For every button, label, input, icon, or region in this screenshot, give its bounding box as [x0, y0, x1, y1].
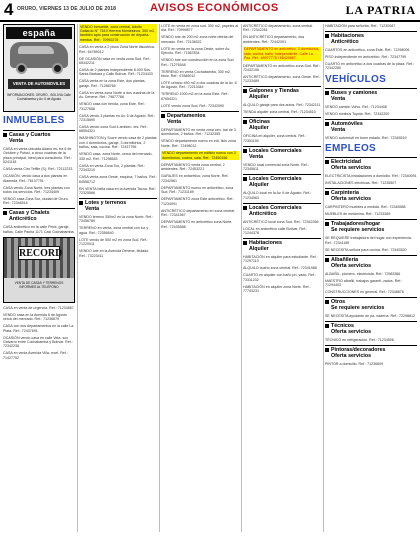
empleos-heading: EMPLEOS — [325, 143, 376, 155]
car-dealer-info: INFORMACIONES: ORURO - BOLIVIA Calle Cochabamba y Av. 6 de Agosto — [7, 93, 71, 101]
classified-ad-highlighted: VENDO inmueble, zona central, Adolfo Gallardo N° 7619 Herrera Montesinos, 300 m2, también apto para construcción de departa- mentos. Ref.: 70992278 — [80, 24, 156, 42]
page-number: 4 — [4, 0, 14, 19]
classified-ad: VENDO camión Volvo. Ref.: 71234408 — [325, 104, 387, 109]
classified-ad: DEPARTAMENTO en anticrético zona Sud. Ref.: 72432106 — [243, 63, 321, 73]
classified-ad: VENDO lote con construcción en la zona Sud. Ref.: 71276548 — [161, 58, 235, 67]
classified-ad: ALQUILO cuarto zona central. Ref.: 72341988 — [243, 266, 317, 271]
classified-ad: OFICINA en alquiler, zona central. Ref.: 72351190 — [243, 134, 306, 143]
classified-ad: CASA en venta a 2 pisos Zona Norte discoteca. Ref.: 64789012 — [79, 45, 155, 54]
classified-ad: LOTE urbano 450 m2 a dos cuadras de la Av. 6 de Agosto. Ref.: 72213344 — [161, 81, 237, 90]
classified-ad: CASA anticrético en la calle Petot, garaje, baños. Calle Pacha 1171 Casi Cochabamba. — [3, 225, 75, 234]
category-heading: Oficinas Alquiler — [243, 117, 321, 131]
classified-ad: SE NECESITA ayudante de pa- nadería. Ref.: 72298812 — [325, 314, 416, 319]
classified-ad: VENDO lote de 200 m2 zona norte detrás del mercado. Ref.: 72134522 — [161, 35, 234, 44]
wheel-icon — [16, 63, 27, 74]
wheel-icon — [52, 63, 63, 74]
category-heading: Electricidad Oferta servicios — [325, 157, 417, 171]
classified-ad: DEPARTAMENTO en venta zona cen- tral de 3 dormitorios, 2 baños. Ref.: 71232355 — [161, 127, 236, 137]
classified-ad-highlighted: VENDO departamento en edificio nuevo con 3 dormitorios, cocina, sala. Ref.: 72450156 — [161, 151, 239, 161]
classified-ad: CASA de 2 plantas independiente 8.000 Sus. Santa Bárbara y Calle Bolívar. Ref.: 71234433 — [79, 68, 153, 77]
category-bullet-icon — [325, 91, 329, 95]
category-heading: Lotes y terrenos Venta — [79, 198, 157, 212]
classified-ad: VENDO terreno 350m2 en la zona Norte. Ref.: 73456789 — [79, 214, 154, 224]
classified-ad: PISO independiente en anticrético. Ref.: 72347799 — [325, 55, 407, 59]
classified-ad: CASA en venta Zona Sur, 2 plantas. Ref.: 72343210 — [79, 163, 146, 173]
record-info: VENTA DE CASAS Y TERRENOS INFORMES AL TELÉFONO — [14, 280, 64, 289]
classified-ad: ANTICRÉTICO departamento, zona central. Ref.: 72342281 — [243, 24, 314, 33]
classified-ad: CUARTO en alquiler con baño pri- vado. Ref.: 73311232 — [243, 273, 316, 282]
classified-ad: HABITACIÓN para señorita. Ref.: 71230087 — [325, 24, 396, 28]
classified-ad: VENDO local comercial zona Norte. Ref.: 72345611 — [243, 162, 309, 172]
category-heading: Buses y camiones Venta — [325, 88, 417, 102]
classified-ad: ALQUILO local en la Av. 6 de Agosto. Ref.: 71234563 — [243, 191, 311, 200]
classified-ad: DEPARTAMENTO en anticrético zona Norte. Ref.: 72435588 — [161, 220, 233, 229]
classified-ad: HABITACIÓN en alquiler zona Norte. Ref.: 77743231 — [243, 284, 311, 294]
classified-ad: DEPARTAMENTO venta zona central, 2 ambientes. Ref.: 72453221 — [161, 163, 225, 172]
category-heading: Pintoras/decoradores Oferta servicios — [325, 345, 417, 359]
column-divider — [159, 24, 160, 532]
newspaper-name: LA PATRIA — [345, 3, 416, 17]
classified-ad: TERRENO en venta Cochabamba, 300 m2, título. Ref.: 67889012 — [161, 69, 231, 79]
classified-ad: CASA con dos departamentos en la calle La Plata. Ref.: 72437691 — [3, 324, 74, 333]
classified-ad: DE OCASIÓN casa en venta zona Sud, Ref.: 65342211 — [79, 56, 151, 66]
classified-ad: LOTE en venta en la zona Oeste, sobre Av. Ejército. Ref.: 71567834 — [161, 46, 230, 56]
classified-ad: LOTE en venta en zona sud, 300 m2, papeles al día. Ref.: 70999877 — [161, 24, 239, 33]
category-bullet-icon — [79, 201, 83, 205]
header-rule — [0, 20, 420, 22]
classified-ad: CASA vendo Zona Norte, tres plantas con todos los servicios. Ref.: 71234409 — [3, 185, 70, 195]
classified-ad: VENDO lote en la Avenida Dehene, titulado. Ref.: 73223411 — [79, 249, 150, 258]
category-bullet-icon — [325, 258, 329, 262]
category-heading: Albañilería Oferta servicios — [325, 255, 417, 269]
category-heading: Galpones y Tiendas Alquiler — [243, 86, 321, 100]
column-1 — [3, 24, 75, 534]
column-divider — [323, 24, 324, 532]
classified-ad: OCASIÓN, vendo casa a dos plantas en Alameda. Ref.: 76137791 — [3, 174, 68, 183]
classified-ad: CASA vendo zona Sud 4 ambien- tes. Ref.: 68554321 — [79, 125, 148, 134]
category-bullet-icon — [161, 114, 165, 118]
category-bullet-icon — [325, 222, 329, 226]
classified-ad: CASA en venta de urgencia. Ref.: 71234567 — [3, 305, 74, 310]
classified-ad: DEPARTAMENTO nuevo en anticrético, zona Sud. Ref.: 71231189 — [161, 185, 234, 195]
category-bullet-icon — [325, 191, 329, 195]
classified-ad: CASA venta zona Oeste, esquina, 7 baños. Ref.: 64556712 — [79, 175, 157, 184]
classified-ad: ELECTRICISTA instalaciones a domicilio. Ref.: 72340091 — [325, 174, 417, 179]
category-bullet-icon — [325, 122, 329, 126]
classified-ad: CASA venta en la zona Este, dos plantas, garaje. Ref.: 71288765 — [79, 79, 146, 88]
category-bullet-icon — [3, 211, 7, 215]
classified-ad: CASA en venta zona Norte a dos cuadras de la Av. Dehene. Ref.: 79877766 — [79, 90, 155, 100]
category-heading: Locales Comerciales Anticrético — [243, 203, 321, 217]
classified-ad: LOTE vendo de 500 m2 en zona Sud. Ref.: 71220011 — [79, 237, 148, 247]
classified-ad: VENDO departamento nuevo en edi- ficio zona Norte. Ref.: 72498012 — [161, 139, 236, 148]
category-bullet-icon — [325, 160, 329, 164]
banner-record — [3, 237, 75, 303]
classified-ad: EN ANTICRÉTICO departamento, dos ambientes. Ref.: 72442091 — [243, 35, 305, 44]
masthead — [0, 0, 420, 22]
category-heading: Casas y Chalets Anticrético — [3, 208, 75, 222]
classified-ad: CONSTRUCCIONES en general. Ref.: 72348876 — [325, 290, 404, 295]
classified-ad: MAESTRO albañil, trabajos garanti- zados. Ref.: 71294403 — [325, 278, 403, 288]
classified-ad: VENDO automóvil en buen estado. Ref.: 72345519 — [325, 135, 407, 140]
classified-ad: SE REQUIERE trabajadora del hogar con experiencia. Ref.: 72341189 — [325, 236, 412, 245]
classified-ad-highlighted: DEPARTAMENTO en anticrético, 3 dormitorios, sala, cocina, baño, independiente. Calle La Paz. Ref.: 69977778 / 65420887 — [244, 47, 320, 61]
inmuebles-heading: INMUEBLES — [3, 115, 65, 126]
classified-ad: CUARTOS en anticrético, zona Este. Ref.: 71298006 — [325, 48, 410, 52]
category-bullet-icon — [325, 348, 329, 352]
classified-ad: VENDO casa, zona Norte, cerca del mercado, 330 m2. Ref.: 71298543 — [79, 152, 153, 161]
column-divider — [77, 24, 78, 532]
category-bullet-icon — [243, 149, 247, 153]
category-heading: Habitaciones Anticrético — [325, 31, 417, 45]
category-heading: Técnicos Oferta servicios — [325, 321, 417, 335]
classified-ad: CASA venta Ciro Teffile (S). Ref.: 72112233 — [3, 167, 73, 172]
category-bullet-icon — [243, 206, 247, 210]
classified-ad: ANTICRÉTICO local zona Sud. Ref.: 72342266 — [243, 219, 319, 224]
column-5 — [325, 24, 417, 534]
category-heading: Trabajadores/hogar Se requiere servicios — [325, 219, 417, 233]
category-heading: Automóviles Venta — [325, 119, 417, 133]
classified-ad: ALBAÑIL, plomero, electricista. Ref.: 72983366 — [325, 271, 401, 276]
classified-ad: VENDO minibús Toyota. Ref.: 72342200 — [325, 111, 390, 116]
classified-ad: VENDO casa Zona Sur, ciudad de Oruro. Ref.: 72346518 — [3, 197, 69, 206]
classified-ad: SE NECESITA señora para cocina. Ref.: 72445520 — [325, 247, 407, 252]
category-heading: Habitaciones Alquiler — [243, 238, 321, 252]
category-bullet-icon — [325, 34, 329, 38]
banner-car-dealer — [3, 24, 75, 112]
category-heading: Locales Comerciales Alquiler — [243, 174, 321, 188]
classified-ad: DEPARTAMENTO zona Este anticrético. Ref.: 71234091 — [161, 197, 235, 206]
category-heading: Departamentos Venta — [161, 111, 239, 125]
classified-ad: EN VENTA bella casa en la Avenida Tacna. Ref.: 72325566 — [79, 186, 157, 195]
classified-ad: VENDO casa con tienda, zona Este. Ref.: 73127656 — [79, 102, 146, 111]
classified-ad: VENDO casa en la Avenida 6 de Agosto cerca del mercado. Ref.: 71236679 — [3, 312, 67, 322]
category-bullet-icon — [243, 177, 247, 181]
category-bullet-icon — [243, 89, 247, 93]
category-heading: Casas y Cuartos Venta — [3, 130, 75, 144]
classified-ad: CASA en venta Avenida Villa- rroel. Ref.: 71427752 — [3, 351, 68, 360]
classified-ad: LOCAL en anticrético calle Bolívar. Ref.: 71244378 — [243, 226, 307, 236]
classified-ad: ANTICRÉTICO departamento en zona central. Ref.: 72341567 — [161, 208, 236, 218]
category-bullet-icon — [325, 324, 329, 328]
category-heading: Locales Comerciales Venta — [243, 146, 321, 160]
car-dealer-tagline: VENTA DE AUTOMOVILES — [8, 79, 70, 89]
vehiculos-heading: VEHÍCULOS — [325, 73, 387, 85]
classified-ad: CASA en venta ubicada Adano es- tra 6 de Octubre y Potosí, a cinco cuadras de la plaza principal, ideal para consultorio. Ref.: 5241161 — [3, 147, 72, 165]
classified-ad: PINTOR a domicilio. Ref.: 71236609 — [325, 362, 384, 367]
classified-ad: TÉCNICO en refrigeración. Ref.: 71234506 — [325, 338, 394, 343]
classified-ad: GARAJES en anticrético, zona Norte. Ref.: 72342561 — [161, 174, 230, 183]
section-title: AVISOS ECONÓMICOS — [150, 2, 279, 14]
category-bullet-icon — [243, 120, 247, 124]
classified-ad: ALQUILO garaje para dos autos. Ref.: 72342111 — [243, 103, 321, 108]
classified-ad: CARPINTERO muebles a medida. Ref.: 72345588 — [325, 205, 406, 210]
column-3 — [161, 24, 239, 534]
classified-ad: CUARTO en anticrético a dos cuadras de la plaza. Ref.: 72342280 — [325, 62, 414, 71]
column-2 — [79, 24, 157, 534]
classified-ad: WASHINGTON y Sucre vendo casa de 2 plantas con 4 dormitorios, garaje, 3 dormitorios, 2 baños, sala, cocina. Ref.: 72437756 — [79, 136, 157, 150]
category-bullet-icon — [3, 133, 7, 137]
classified-ad: HABITACIÓN en alquiler para estudiante. Ref.: 71297110 — [243, 255, 318, 264]
column-divider — [241, 24, 242, 532]
classified-ad: CASA vendo 3 plantas en Av. 6 de Agosto. Ref.: 72315690 — [79, 113, 156, 123]
classified-ad: MUEBLES de melamina. Ref.: 71233389 — [325, 212, 391, 217]
classified-ad: TIENDA alquiler zona central. Ref.: 71234510 — [243, 110, 316, 115]
car-dealer-logo: españa — [6, 27, 72, 39]
classified-ad: TERRENO 1000 m2 en la zona Este. Ref.: 67654321 — [161, 92, 229, 101]
category-heading: Carpintería Oferta servicios — [325, 188, 417, 202]
classified-ad: OCASIÓN vendo casa en calle Vela- sco Galvarro entre Cochabamba y Bolívar. Ref.: 72342238 — [3, 335, 73, 349]
classified-ad: TERRENO en venta, zona central con luz y agua. Ref.: 72356640 — [79, 226, 149, 235]
category-bullet-icon — [325, 300, 329, 304]
date-line: ORURO, VIERNES 13 DE JULIO DE 2018 — [17, 6, 116, 12]
classified-ad: LOTE vendo zona Sud, Ref.: 72342090 — [161, 103, 224, 108]
category-bullet-icon — [243, 241, 247, 245]
classified-ad: ANTICRÉTICO departamento, zona Oeste. Ref.: 71233489 — [243, 75, 321, 84]
category-heading: Otros Se requiere servicios — [325, 297, 417, 311]
classified-ad: INSTALACIONES eléctricas. Ref.: 71235507 — [325, 181, 397, 186]
column-4 — [243, 24, 321, 534]
record-logo: RECORD — [19, 247, 63, 259]
